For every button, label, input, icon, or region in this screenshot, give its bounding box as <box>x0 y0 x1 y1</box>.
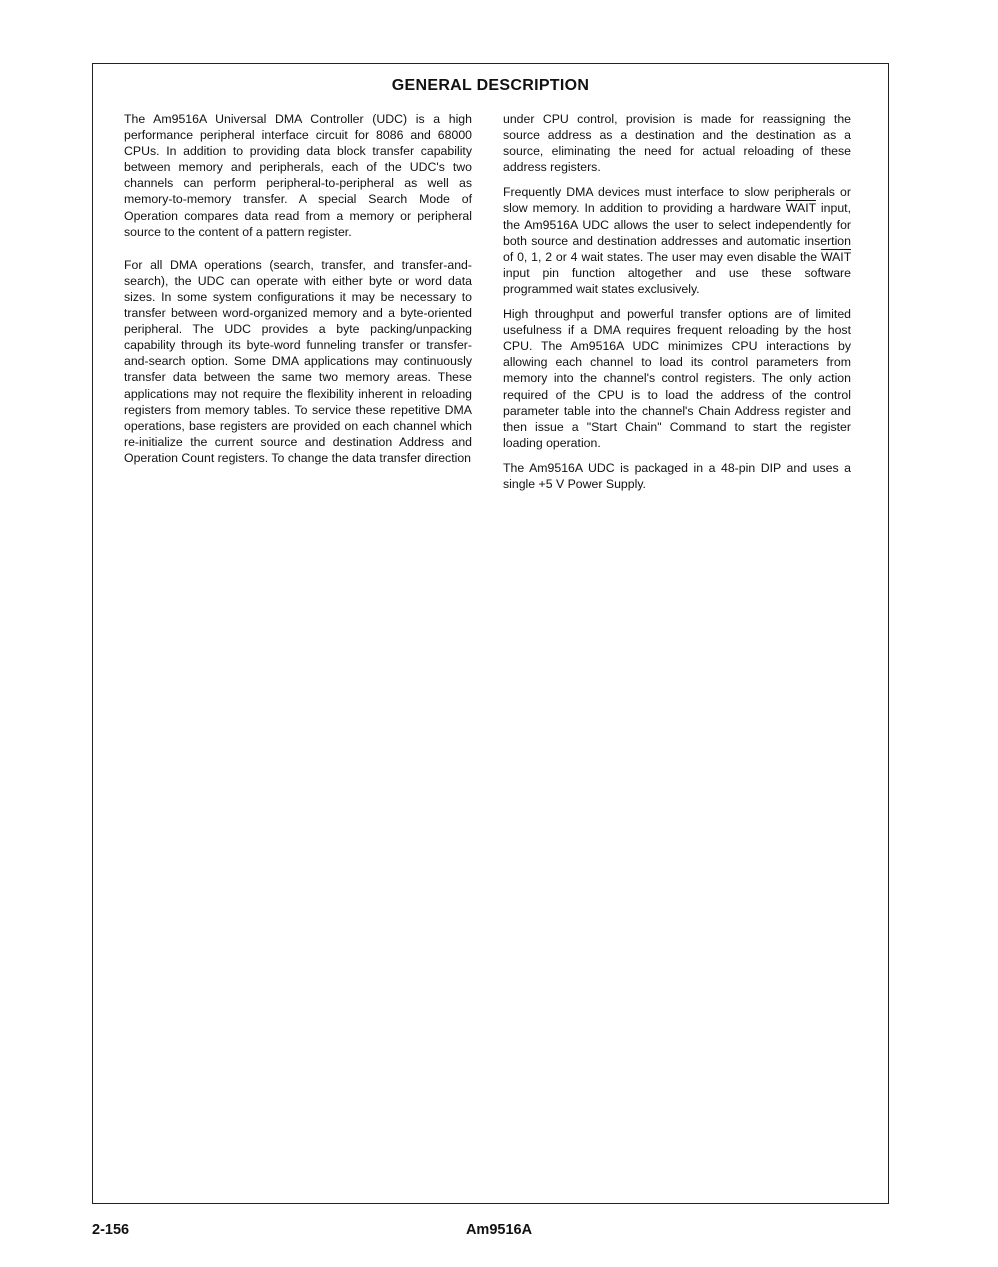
wait-signal-1: WAIT <box>785 201 816 216</box>
section-title: GENERAL DESCRIPTION <box>391 77 590 94</box>
wait-signal-2: WAIT <box>820 249 851 264</box>
paragraph-intro: The Am9516A Universal DMA Controller (UDC) is a high performance peripheral interface circuit for 8086 and 68000 CPUs. In addition to providing data block transfer capability between memory and peripherals, each of the UDC's two channels can perform peripheral-to-peripheral as well as memory-to-memory transfer. A special Search Mode of Operation compares data read from a memory or peripheral source to the content of a pattern register. <box>124 112 472 239</box>
page-number: 2-156 <box>92 1222 130 1238</box>
part-number: Am9516A <box>465 1222 533 1238</box>
paragraph-wait-states <box>503 184 851 297</box>
paragraph-package: The Am9516A UDC is packaged in a 48-pin DIP and uses a single +5 V Power Supply. <box>503 460 851 491</box>
content-frame <box>92 63 889 1204</box>
left-column <box>124 111 472 466</box>
paragraph-dma-operations: For all DMA operations (search, transfer, and transfer-and-search), the UDC can operate with either byte or word data sizes. In some system configurations it may be necessary to transfer between word-organized memory and a byte-oriented peripheral. The UDC provides a byte packing/unpacking capability through its byte-word funneling transfer or transfer-and-search option. Some DMA applications may continuously transfer data between the same two memory areas. These applications may not require the flexibility inherent in reloading registers from memory tables. To service these repetitive DMA operations, base registers are provided on each channel which re-initialize the current source and destination Address and Operation Count registers. To change the data transfer direction <box>124 257 472 465</box>
paragraph-chaining: High throughput and powerful transfer options are of limited usefulness if a DMA requires frequent reloading by the host CPU. The Am9516A UDC minimizes CPU interactions by allowing each channel to load its control parameters from memory into the channel's control registers. The only action required of the CPU is to load the address of the control parameter table into the channel's Chain Address register and then issue a "Start Chain" Command to start the register loading operation. <box>503 307 851 450</box>
wait-text-c: input pin function altogether and use these software programmed wait states exclusively. <box>503 265 851 296</box>
wait-text-a: Frequently DMA devices must interface to slow peripherals or slow memory. In addition to providing a hardware <box>503 185 851 216</box>
paragraph-continuation: under CPU control, provision is made for reassigning the source address as a destination and the destination as a source, eliminating the need for actual reloading of these address registers. <box>503 112 851 175</box>
right-column <box>503 111 851 492</box>
wait-text-b: input, the Am9516A UDC allows the user to select independently for both source and destination addresses and automatic insertion of 0, 1, 2 or 4 wait states. The user may even disable the <box>503 201 852 264</box>
